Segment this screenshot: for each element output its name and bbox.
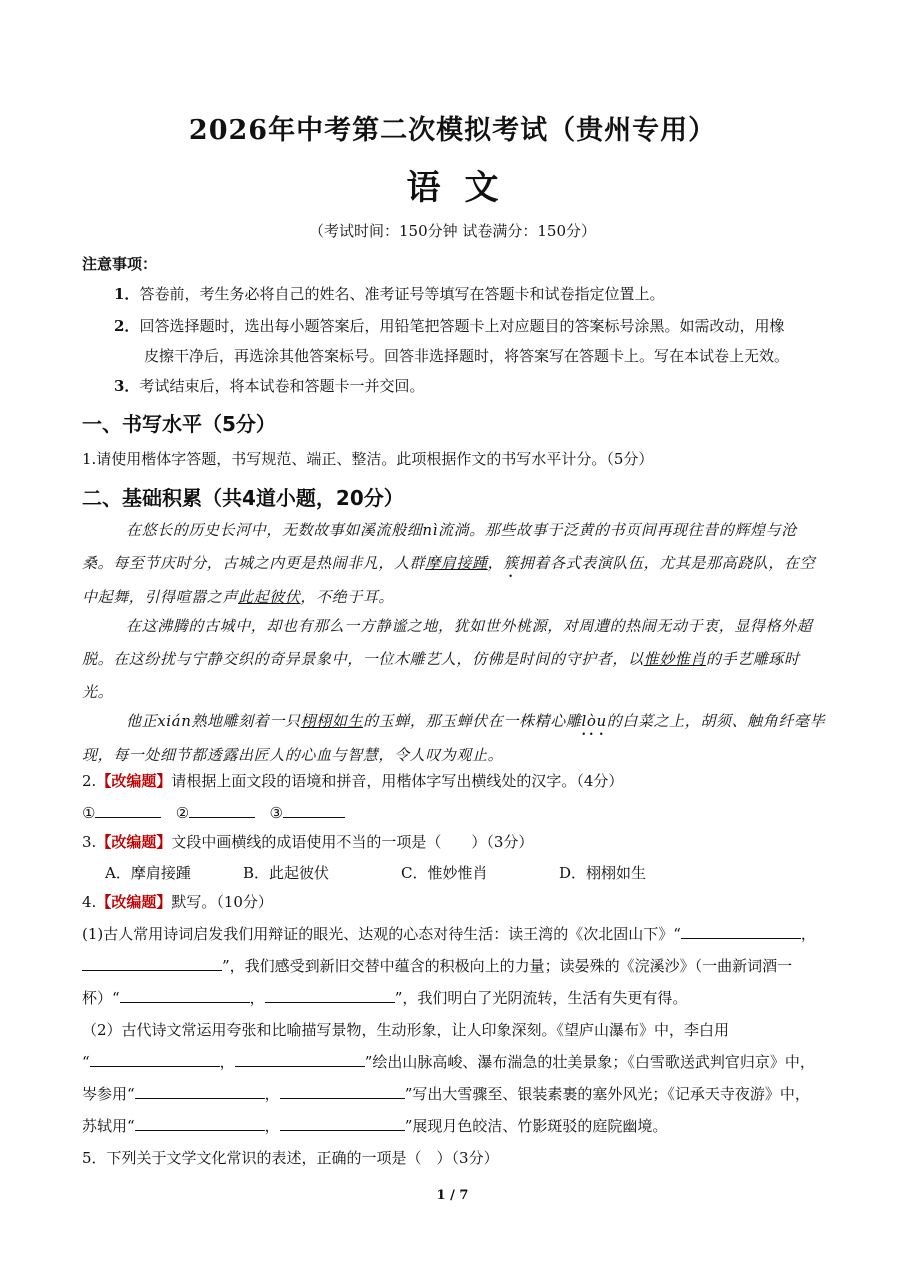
question-text: (1)古人常用诗词启发我们用辩证的眼光、达观的心态对待生活：读王湾的《次北固山下》“ — [82, 925, 681, 943]
options-row — [105, 862, 669, 883]
blank-label: ② — [175, 804, 190, 822]
answer-blank[interactable] — [235, 1050, 365, 1067]
question-text: ”展现月色皎洁、竹影斑驳的庭院幽境。 — [404, 1117, 668, 1135]
paragraph-text: 的白菜之上，胡须、触角纤毫毕现，每一处细节都透露出匠人的心血与智慧，令人叹为观止。 — [82, 712, 826, 764]
question-text: ， — [264, 1085, 280, 1103]
notice-num: 2． — [114, 317, 140, 335]
question-text: 岑参用“ — [82, 1085, 135, 1103]
answer-blank[interactable] — [189, 801, 255, 818]
exam-title: 2026年中考第二次模拟考试（贵州专用） — [188, 115, 717, 146]
option-b[interactable]: B．此起彼伏 — [243, 864, 330, 882]
q4-sub2-line1 — [82, 1014, 830, 1046]
notice-text: 皮擦干净后，再选涂其他答案标号。回答非选择题时，将答案写在答题卡上。写在本试卷上无效。 — [144, 347, 790, 365]
q4-sub2-line2 — [82, 1046, 830, 1078]
paragraph-text: ，不绝于耳。 — [300, 588, 395, 606]
question-text: ， — [800, 925, 816, 943]
page-number: 1 / 7 — [436, 1188, 469, 1203]
question-text: ”，我们感受到新旧交替中蕴含的积极向上的力量；读晏殊的《浣溪沙》（一曲新词酒一 — [222, 957, 793, 975]
question-text: 苏轼用“ — [82, 1117, 135, 1135]
blank-label: ① — [82, 804, 96, 822]
blank-label: ③ — [269, 804, 283, 822]
question-number: 2. — [82, 772, 97, 790]
notice-item-1 — [82, 278, 842, 310]
question-text: ， — [264, 1117, 280, 1135]
answer-blank[interactable] — [283, 801, 345, 818]
question-text: （2）古代诗文常运用夸张和比喻描写景物，生动形象，让人印象深刻。《望庐山瀑布》中，李白用 — [82, 1021, 730, 1039]
answer-blank[interactable] — [135, 1082, 265, 1099]
question-text: 文段中画横线的成语使用不当的一项是（ ）（3分） — [171, 833, 534, 851]
notice-item-2 — [82, 310, 842, 342]
paragraph-text: 他正xián熟地雕刻着一只 — [126, 712, 301, 730]
question-text: 杯）“ — [82, 989, 120, 1007]
notice-text: 考试结束后，将本试卷和答题卡一并交回。 — [139, 377, 425, 395]
answer-blank[interactable] — [120, 986, 250, 1003]
answer-blank[interactable] — [95, 801, 161, 818]
paragraph-text: 在这沸腾的古城中，却也有那么一方静谧之地，犹如世外桃源，对周遭的热闹无动于衷，显得格外超脱。在这纷扰与宁静交织的奇异景象中，一位木雕艺人，仿佛是时间的守护者，以 — [82, 617, 813, 668]
question-text: ， — [249, 989, 265, 1007]
question-2 — [82, 765, 830, 797]
section-heading-1: 一、书写水平（5分） — [82, 412, 276, 436]
paragraph-text: 拥着各式表演队伍，尤其是那高跷队，在空中起舞，引得喧嚣之声 — [82, 554, 816, 606]
question-3 — [82, 826, 830, 858]
question-text: 默写。（10分） — [171, 893, 273, 911]
paragraph-text: 在悠长的历史长河中，无数故事如溪流般细nì流淌。那些故事于泛黄的书页间再现往昔的辉煌与沧桑。每至节庆时分，古城之内更是热闹非凡，人群 — [82, 521, 797, 572]
question-1: 1.请使用楷体字答题，书写规范、端正、整洁。此项根据作文的书写水平计分。（5分） — [82, 450, 654, 468]
question-text: ”，我们明白了光阴流转，生活有失更有得。 — [394, 989, 688, 1007]
question-number: 3. — [82, 833, 97, 851]
adapted-tag: 【改编题】 — [96, 833, 172, 851]
section-heading-2: 二、基础积累（共4道小题，20分） — [82, 486, 404, 510]
answer-blank[interactable] — [82, 954, 222, 971]
notice-text: 回答选择题时，选出每小题答案后，用铅笔把答题卡上对应题目的答案标号涂黑。如需改动，用橡 — [139, 317, 785, 335]
question-text: “ — [82, 1053, 90, 1071]
q4-sub1-line3 — [82, 982, 830, 1014]
answer-blank[interactable] — [280, 1114, 405, 1131]
notice-num: 3． — [114, 377, 140, 395]
paragraph-text: 的手艺雕琢时光。 — [82, 650, 800, 701]
paragraph-text: 的玉蝉，那玉蝉伏在一株精心雕 — [363, 712, 582, 730]
q4-sub1-line1 — [82, 918, 830, 950]
underlined-idiom: 惟妙惟肖 — [643, 650, 707, 668]
option-d[interactable]: D．栩栩如生 — [559, 864, 647, 882]
dotted-character: 簇 — [503, 554, 519, 572]
answer-blanks-row — [82, 797, 830, 829]
question-text: 请根据上面文段的语境和拼音，用楷体字写出横线处的汉字。（4分） — [171, 772, 624, 790]
question-number: 4. — [82, 893, 97, 911]
answer-blank[interactable] — [280, 1082, 405, 1099]
option-a[interactable]: A．摩肩接踵 — [105, 864, 191, 882]
adapted-tag: 【改编题】 — [96, 893, 172, 911]
question-text: ”写出大雪骤至、银装素裹的塞外风光；《记承天寺夜游》中， — [404, 1085, 810, 1103]
answer-blank[interactable] — [90, 1050, 220, 1067]
pinyin-lou: lòu — [581, 712, 607, 730]
question-5: 5．下列关于文学文化常识的表述，正确的一项是（ ）（3分） — [82, 1149, 499, 1167]
answer-blank[interactable] — [681, 922, 801, 939]
adapted-tag: 【改编题】 — [96, 772, 172, 790]
answer-blank[interactable] — [265, 986, 395, 1003]
q4-sub1-line2 — [82, 950, 830, 982]
underlined-idiom: 摩肩接踵 — [425, 554, 488, 572]
notice-num: 1． — [114, 285, 140, 303]
underlined-idiom: 栩栩如生 — [300, 712, 364, 730]
paragraph-text: ， — [487, 554, 504, 572]
question-4 — [82, 886, 830, 918]
reading-paragraph-3 — [82, 705, 827, 772]
notice-heading: 注意事项： — [82, 255, 158, 273]
question-text: ”绘出山脉高峻、瀑布湍急的壮美景象；《白雪歌送武判官归京》中， — [364, 1053, 815, 1071]
reading-paragraph-1 — [82, 514, 827, 614]
notice-item-3 — [82, 370, 842, 402]
underlined-idiom: 此起彼伏 — [238, 588, 301, 606]
option-c[interactable]: C．惟妙惟肖 — [401, 864, 488, 882]
subject-title: 语文 — [406, 168, 523, 208]
q4-sub2-line3 — [82, 1078, 830, 1110]
exam-info: （考试时间：150分钟 试卷满分：150分） — [308, 222, 597, 240]
reading-paragraph-2 — [82, 610, 827, 709]
question-text: ， — [219, 1053, 235, 1071]
notice-text: 答卷前，考生务必将自己的姓名、准考证号等填写在答题卡和试卷指定位置上。 — [139, 285, 665, 303]
answer-blank[interactable] — [135, 1114, 265, 1131]
notice-item-2-cont — [82, 340, 842, 372]
q4-sub2-line4 — [82, 1110, 830, 1142]
